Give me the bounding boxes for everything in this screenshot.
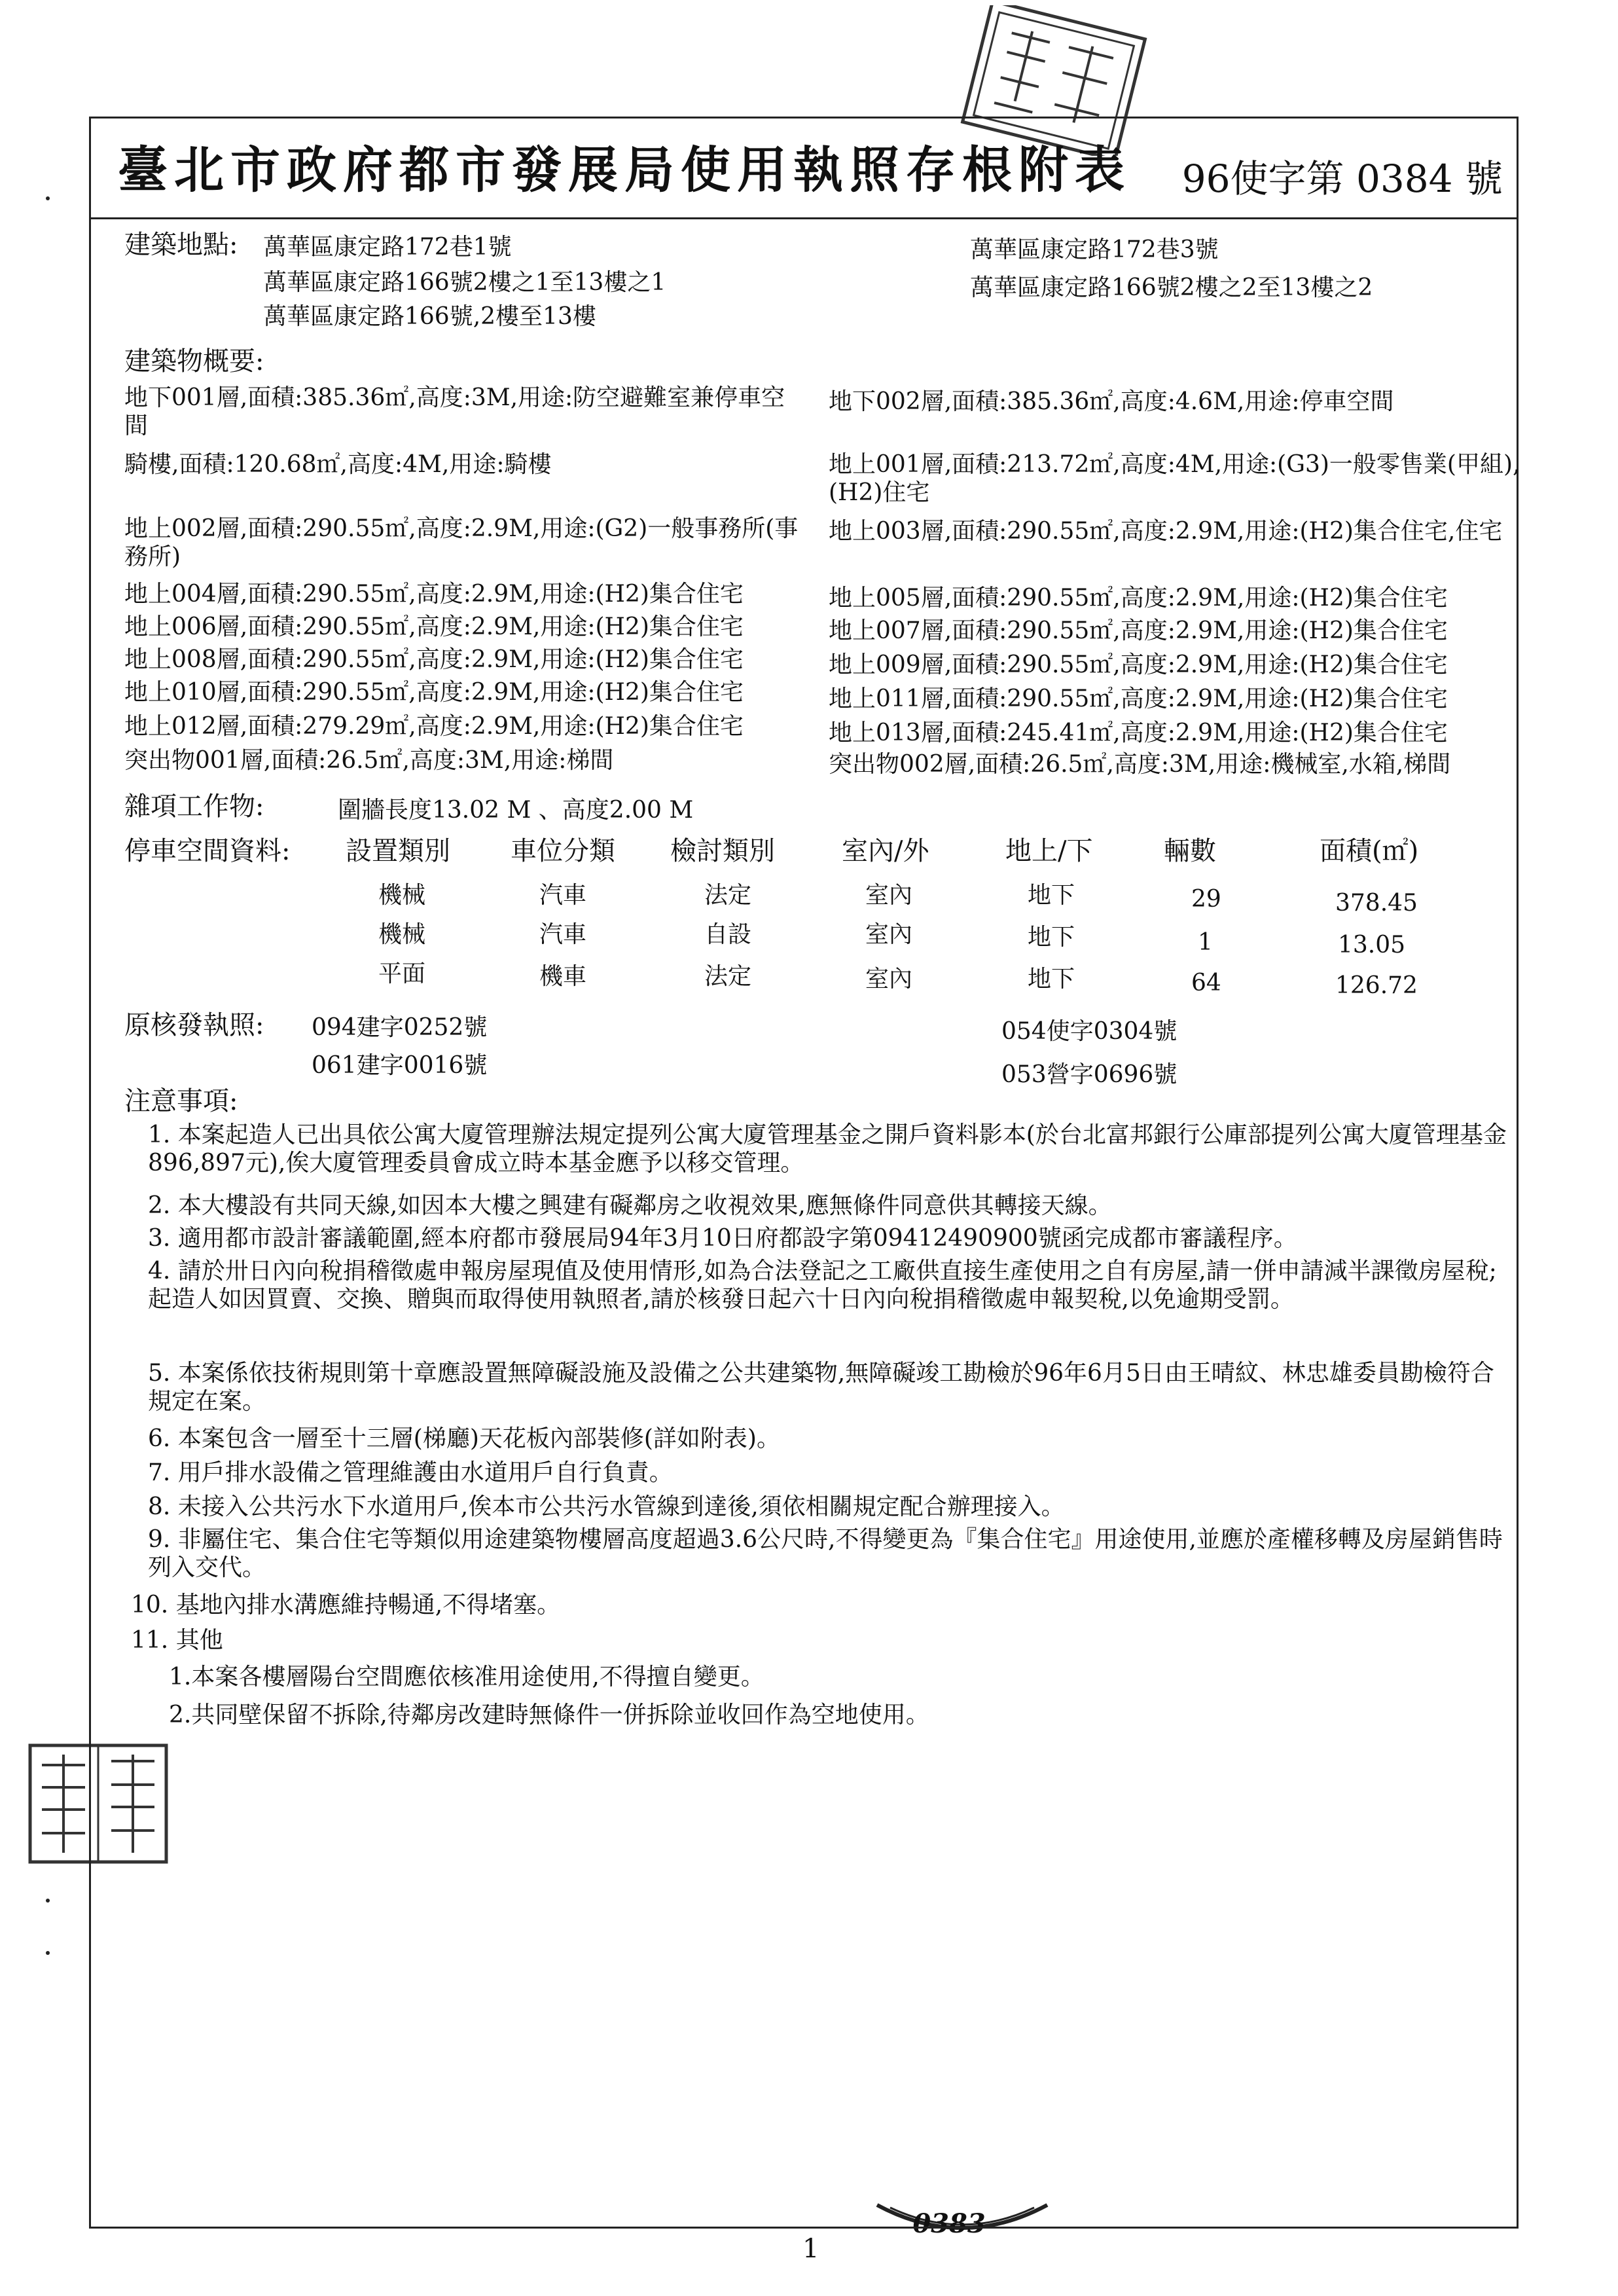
parking-cell: 室內 xyxy=(865,966,913,993)
page-number: 1 xyxy=(802,2234,819,2264)
floor-entry: 地上004層,面積:290.55㎡,高度:2.9M,用途:(H2)集合住宅 xyxy=(124,581,744,608)
document-title: 臺北市政府都市發展局使用執照存根附表 xyxy=(118,141,1131,199)
floor-entry: 地上003層,面積:290.55㎡,高度:2.9M,用途:(H2)集合住宅,住宅 xyxy=(829,518,1503,545)
parking-label: 停車空間資料: xyxy=(124,836,291,866)
parking-header: 檢討類別 xyxy=(670,836,775,866)
parking-cell: 機械 xyxy=(378,921,426,948)
title-divider xyxy=(89,217,1519,219)
parking-cell: 地下 xyxy=(1028,924,1075,951)
parking-cell: 378.45 xyxy=(1335,890,1418,917)
note-item: 1. 本案起造人已出具依公寓大廈管理辦法規定提列公寓大廈管理基金之開戶資料影本(於台北富邦銀行公庫部提列公寓大廈管理基金896,897元),俟大廈管理委員會成立時本基金應予以移交管理。 xyxy=(148,1121,1507,1177)
floor-entry: 地下002層,面積:385.36㎡,高度:4.6M,用途:停車空間 xyxy=(829,388,1394,415)
parking-cell: 室內 xyxy=(865,882,913,909)
floor-entry: 地上010層,面積:290.55㎡,高度:2.9M,用途:(H2)集合住宅 xyxy=(124,679,744,706)
parking-cell: 平面 xyxy=(378,960,426,987)
note-item: 8. 未接入公共污水下水道用戶,俟本市公共污水管線到達後,須依相關規定配合辦理接入。 xyxy=(148,1493,1065,1520)
note-item: 6. 本案包含一層至十三層(梯廳)天花板內部裝修(詳如附表)。 xyxy=(148,1425,780,1452)
floor-entry: 地上002層,面積:290.55㎡,高度:2.9M,用途:(G2)一般事務所(事務所) xyxy=(124,515,799,571)
parking-cell: 自設 xyxy=(704,921,752,948)
parking-cell: 地下 xyxy=(1028,966,1075,993)
site-label: 建築地點: xyxy=(124,230,238,260)
parking-cell: 1 xyxy=(1198,929,1213,956)
parking-cell: 汽車 xyxy=(539,921,587,948)
site-address: 萬華區康定路166號2樓之1至13樓之1 xyxy=(263,269,666,296)
note-item: 11. 其他 xyxy=(131,1627,223,1654)
margin-mark xyxy=(46,196,50,200)
parking-cell: 地下 xyxy=(1028,882,1075,909)
floor-entry: 地上005層,面積:290.55㎡,高度:2.9M,用途:(H2)集合住宅 xyxy=(829,585,1448,611)
original-permit: 061建字0016號 xyxy=(312,1052,488,1079)
note-sub-item: 2.共同壁保留不拆除,待鄰房改建時無條件一併拆除並收回作為空地使用。 xyxy=(169,1702,929,1728)
site-address: 萬華區康定路166號2樓之2至13樓之2 xyxy=(970,274,1373,301)
note-item: 4. 請於卅日內向稅捐稽徵處申報房屋現值及使用情形,如為合法登記之工廠供直接生產使用之自有房屋,請一併申請減半課徵房屋稅;起造人如因買賣、交換、贈與而取得使用執照者,請於核發日起六十日內向稅捐稽徵處申報契稅,以免逾期受罰。 xyxy=(148,1258,1497,1313)
margin-mark xyxy=(46,1951,50,1955)
floor-entry: 地上012層,面積:279.29㎡,高度:2.9M,用途:(H2)集合住宅 xyxy=(124,713,744,740)
stamp-number: 0383 xyxy=(912,2208,986,2239)
floor-entry: 地上009層,面積:290.55㎡,高度:2.9M,用途:(H2)集合住宅 xyxy=(829,651,1448,678)
notes-label: 注意事項: xyxy=(124,1086,238,1116)
parking-header: 輛數 xyxy=(1164,836,1216,866)
site-address: 萬華區康定路166號,2樓至13樓 xyxy=(263,303,596,330)
note-item: 3. 適用都市設計審議範圍,經本府都市發展局94年3月10日府都設字第09412490900號函完成都市審議程序。 xyxy=(148,1225,1297,1252)
parking-cell: 126.72 xyxy=(1335,972,1418,999)
misc-works-value: 圍牆長度13.02 M 、高度2.00 M xyxy=(338,797,694,824)
parking-cell: 汽車 xyxy=(539,882,587,909)
parking-header: 車位分類 xyxy=(511,836,615,866)
floor-entry: 地上008層,面積:290.55㎡,高度:2.9M,用途:(H2)集合住宅 xyxy=(124,646,744,673)
original-permit: 094建字0252號 xyxy=(312,1014,488,1041)
permit-number: 96使字第 0384 號 xyxy=(1181,156,1503,201)
parking-cell: 法定 xyxy=(704,963,752,990)
note-item: 2. 本大樓設有共同天線,如因本大樓之興建有礙鄰房之收視效果,應無條件同意供其轉接天線。 xyxy=(148,1192,1112,1219)
site-address: 萬華區康定路172巷3號 xyxy=(970,236,1219,263)
margin-mark xyxy=(46,1899,50,1903)
parking-header: 室內/外 xyxy=(842,836,929,866)
parking-cell: 64 xyxy=(1191,970,1221,996)
floor-entry: 突出物002層,面積:26.5㎡,高度:3M,用途:機械室,水箱,梯間 xyxy=(829,751,1451,778)
original-permit: 053營字0696號 xyxy=(1001,1061,1178,1088)
floor-entry: 地上013層,面積:245.41㎡,高度:2.9M,用途:(H2)集合住宅 xyxy=(829,720,1448,746)
floor-entry: 地上006層,面積:290.55㎡,高度:2.9M,用途:(H2)集合住宅 xyxy=(124,613,744,640)
parking-header: 面積(㎡) xyxy=(1320,836,1419,866)
parking-cell: 機械 xyxy=(378,882,426,909)
original-permits-label: 原核發執照: xyxy=(124,1010,264,1040)
parking-cell: 機車 xyxy=(539,963,587,990)
parking-cell: 13.05 xyxy=(1338,932,1406,958)
floor-entry: 騎樓,面積:120.68㎡,高度:4M,用途:騎樓 xyxy=(124,451,552,478)
parking-cell: 法定 xyxy=(704,882,752,909)
note-item: 10. 基地內排水溝應維持暢通,不得堵塞。 xyxy=(131,1592,561,1618)
note-item: 5. 本案係依技術規則第十章應設置無障礙設施及設備之公共建築物,無障礙竣工勘檢於96年6月5日由王晴紋、林忠雄委員勘檢符合規定在案。 xyxy=(148,1360,1494,1415)
floor-entry: 突出物001層,面積:26.5㎡,高度:3M,用途:梯間 xyxy=(124,747,614,774)
floor-entry: 地上007層,面積:290.55㎡,高度:2.9M,用途:(H2)集合住宅 xyxy=(829,617,1448,644)
misc-works-label: 雜項工作物: xyxy=(124,792,264,822)
parking-cell: 室內 xyxy=(865,921,913,948)
note-sub-item: 1.本案各樓層陽台空間應依核准用途使用,不得擅自變更。 xyxy=(169,1664,764,1690)
parking-header: 設置類別 xyxy=(346,836,450,866)
original-permit: 054使字0304號 xyxy=(1001,1018,1178,1045)
floor-entry: 地上011層,面積:290.55㎡,高度:2.9M,用途:(H2)集合住宅 xyxy=(829,685,1448,712)
floor-entry: 地上001層,面積:213.72㎡,高度:4M,用途:(G3)一般零售業(甲組),(H2)住宅 xyxy=(829,451,1520,507)
floor-entry: 地下001層,面積:385.36㎡,高度:3M,用途:防空避難室兼停車空間 xyxy=(124,384,785,440)
parking-header: 地上/下 xyxy=(1005,836,1093,866)
parking-cell: 29 xyxy=(1191,886,1221,913)
note-item: 7. 用戶排水設備之管理維護由水道用戶自行負責。 xyxy=(148,1459,673,1486)
site-address: 萬華區康定路172巷1號 xyxy=(263,234,512,261)
overview-label: 建築物概要: xyxy=(124,346,264,376)
note-item: 9. 非屬住宅、集合住宅等類似用途建築物樓層高度超過3.6公尺時,不得變更為『集合住宅』用途使用,並應於產權移轉及房屋銷售時列入交代。 xyxy=(148,1526,1503,1582)
